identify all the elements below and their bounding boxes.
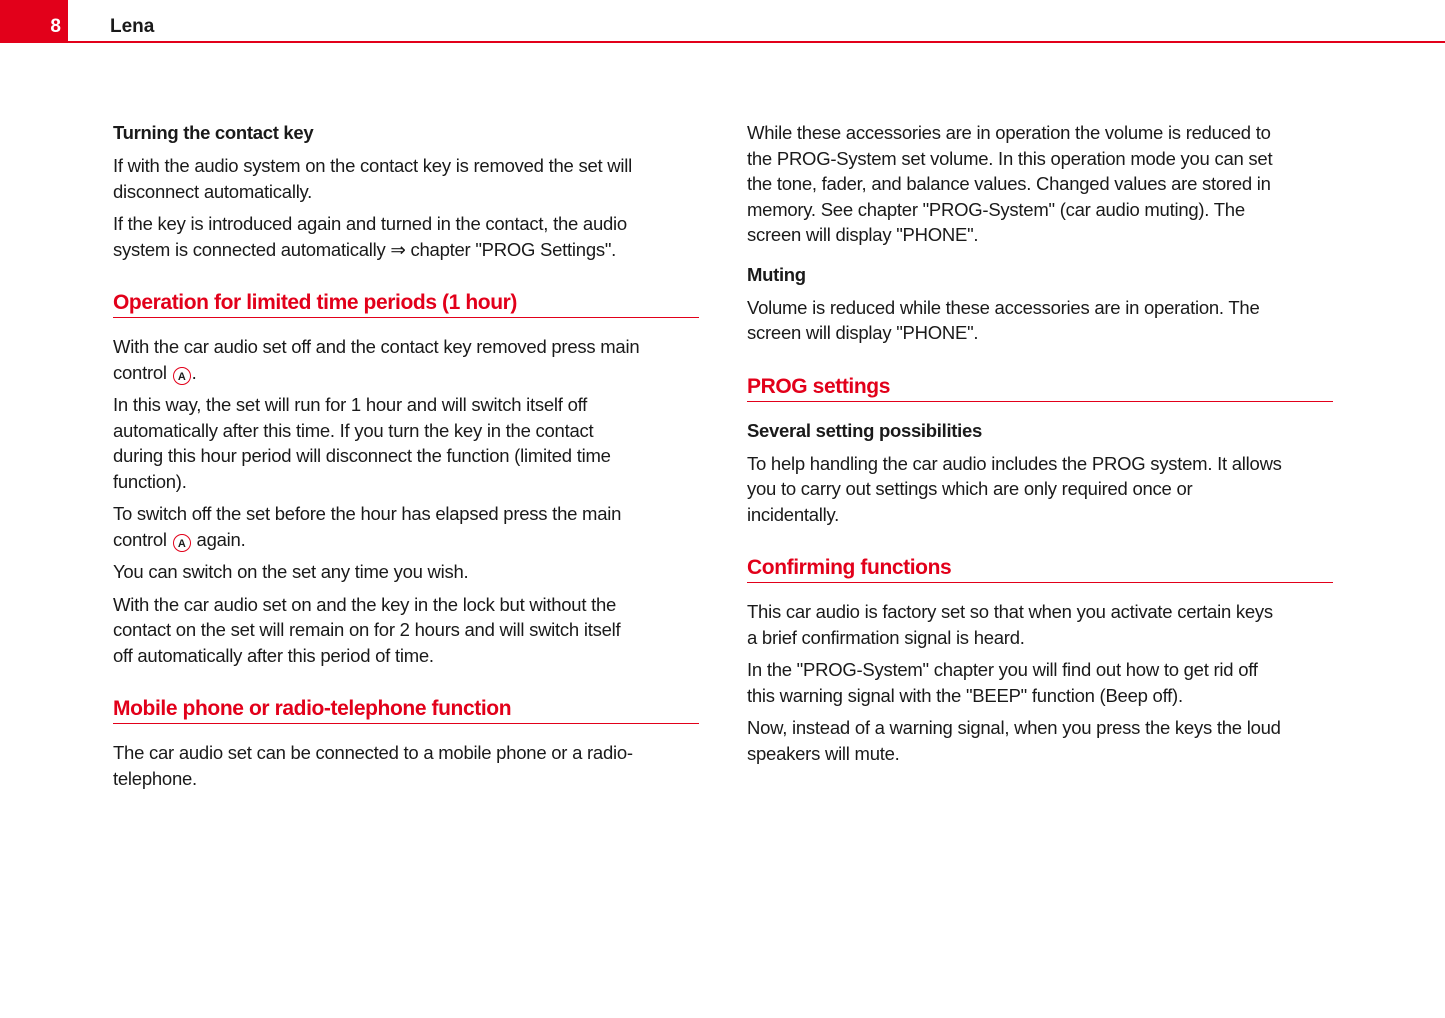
- text-line: To switch off the set before the hour has elapsed press the main: [113, 503, 622, 524]
- section-heading: PROG settings: [747, 373, 1333, 402]
- page-number: 8: [50, 16, 61, 37]
- text-line: screen will display "PHONE".: [747, 322, 979, 343]
- paragraph: [113, 559, 699, 585]
- text-line: the tone, fader, and balance values. Changed values are stored in: [747, 173, 1271, 194]
- text-line: Volume is reduced while these accessories are in operation. The: [747, 296, 1260, 318]
- header-rule: [0, 41, 1445, 43]
- paragraph: [113, 501, 699, 552]
- text-line: automatically after this time. If you turn the key in the contact: [113, 419, 594, 441]
- paragraph: [747, 451, 1333, 528]
- text-line: off automatically after this period of time.: [113, 644, 434, 666]
- subheading: Several setting possibilities: [747, 419, 982, 441]
- text-line: the PROG-System set volume. In this operation mode you can set: [747, 147, 1273, 169]
- text-line: While these accessories are in operation the volume is reduced to: [747, 122, 1271, 143]
- subheading: Muting: [747, 263, 806, 285]
- section-heading: Operation for limited time periods (1 hour): [113, 289, 699, 318]
- section-heading: Mobile phone or radio-telephone function: [113, 695, 699, 724]
- text-line: during this hour period will disconnect the function (limited time: [113, 445, 611, 466]
- text-line: Now, instead of a warning signal, when you press the keys the loud: [747, 717, 1281, 738]
- paragraph: [113, 334, 699, 385]
- text-line: disconnect automatically.: [113, 180, 313, 202]
- text-line: this warning signal with the "BEEP" function (Beep off).: [747, 684, 1183, 706]
- text-line: screen will display "PHONE".: [747, 224, 979, 245]
- text-line: To help handling the car audio includes the PROG system. It allows: [747, 452, 1282, 474]
- text-line: telephone.: [113, 767, 197, 789]
- paragraph: [747, 715, 1333, 766]
- paragraph: [747, 657, 1333, 708]
- control-a-icon: A: [173, 534, 191, 552]
- text-line: contact on the set will remain on for 2 hours and will switch itself: [113, 619, 621, 640]
- text-line: function).: [113, 470, 187, 492]
- text-line: If the key is introduced again and turned in the contact, the audio: [113, 213, 627, 234]
- text-line: In the "PROG-System" chapter you will find out how to get rid off: [747, 659, 1258, 680]
- text-line: speakers will mute.: [747, 742, 900, 764]
- text-line: control A again.: [113, 528, 246, 550]
- right-column: [747, 120, 1333, 773]
- text-line: You can switch on the set any time you wish.: [113, 561, 469, 582]
- subheading: Turning the contact key: [113, 122, 314, 143]
- text-line: a brief confirmation signal is heard.: [747, 626, 1025, 648]
- paragraph: [747, 599, 1333, 650]
- paragraph: [113, 211, 699, 262]
- paragraph: [113, 740, 699, 791]
- text-line: With the car audio set off and the contact key removed press main: [113, 336, 640, 357]
- paragraph: [113, 153, 699, 204]
- page-number-tab: [0, 0, 68, 42]
- text-line: you to carry out settings which are only required once or: [747, 478, 1193, 499]
- text-line: memory. See chapter "PROG-System" (car audio muting). The: [747, 198, 1245, 220]
- text-line: The car audio set can be connected to a mobile phone or a radio-: [113, 742, 633, 763]
- text-line: system is connected automatically ⇒ chapter "PROG Settings".: [113, 238, 617, 260]
- text-line: incidentally.: [747, 503, 840, 525]
- page-title: Lena: [110, 16, 155, 37]
- paragraph: [747, 120, 1333, 248]
- text-line: With the car audio set on and the key in the lock but without the: [113, 593, 617, 615]
- paragraph: [113, 392, 699, 494]
- text-line: If with the audio system on the contact key is removed the set will: [113, 155, 632, 176]
- paragraph: [113, 592, 699, 669]
- section-heading: Confirming functions: [747, 554, 1333, 583]
- text-line: In this way, the set will run for 1 hour and will switch itself off: [113, 394, 588, 415]
- control-a-icon: A: [173, 367, 191, 385]
- paragraph: [747, 295, 1333, 346]
- text-line: This car audio is factory set so that when you activate certain keys: [747, 601, 1273, 622]
- left-column: [113, 120, 699, 798]
- text-line: control A .: [113, 361, 197, 383]
